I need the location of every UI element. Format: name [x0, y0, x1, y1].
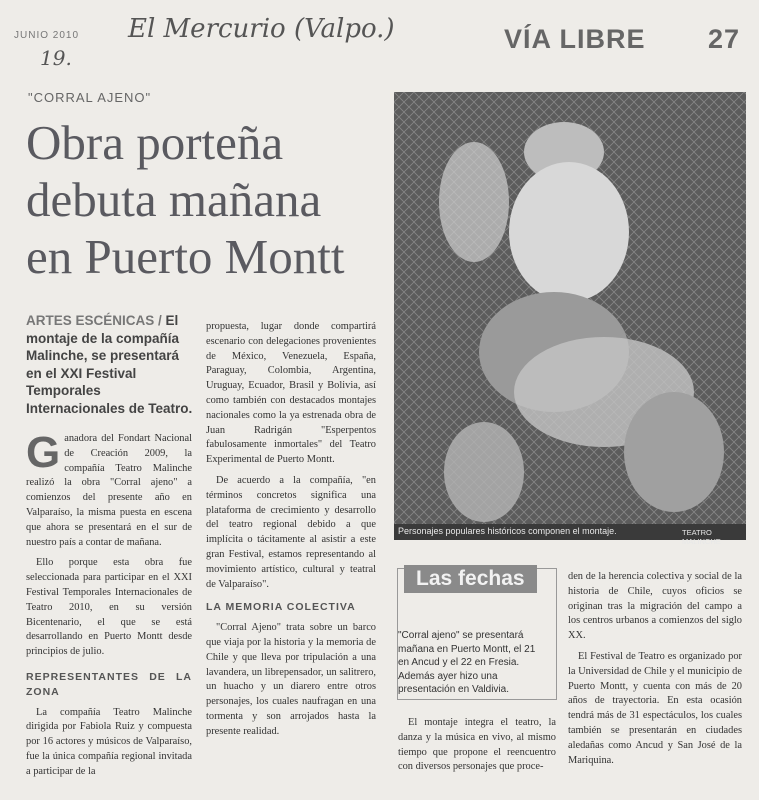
paragraph: La compañía Teatro Malinche dirigida por Fabiola Ruiz y compuesta por 16 actores y músicos de Valparaíso, fue la única compañía regional invitada a participar de la: [26, 706, 192, 777]
date-stamp: JUNIO 2010: [14, 30, 80, 41]
paragraph: anadora del Fondart Nacional de Creación 2009, la compañía Teatro Malinche realizó la obra "Corral ajeno" a comienzos del presente año en Valparaíso, la misma puesta en escena que ahora se presentará en el sur de nuestro país a contar de mañana.: [26, 433, 192, 548]
paragraph: den de la herencia colectiva y social de la historia de Chile, cuyos oficios se originan tras la migración del campo a los centros urbanos a comienzos del siglo XX.: [568, 571, 742, 642]
handwritten-source-note: El Mercurio (Valpo.): [128, 14, 395, 44]
column-2: [206, 320, 376, 746]
column-3: [398, 716, 556, 781]
drop-cap: G: [26, 428, 61, 477]
photo-caption: Personajes populares históricos componen el montaje.: [398, 526, 617, 536]
subheading-representantes: REPRESENTANTES DE LA ZONA: [26, 670, 192, 698]
section-title: VÍA LIBRE: [504, 24, 646, 54]
article-kicker: "CORRAL AJENO": [28, 90, 152, 105]
headline-line: debuta mañana: [26, 172, 322, 227]
paragraph: propuesta, lugar donde compartirá escenario con delegaciones provenientes de México, Venezuela, España, Paraguay, Colombia, Argentina, Uruguay, Ecuador, Brasil y Bolivia, así como también con destacados montajes nacionales como la ya estrenada obra de Juan Radrigán "Esperpentos fabulosamente inmortales" del Teatro Experimental de Puerto Montt.: [206, 321, 376, 466]
subheading-memoria: LA MEMORIA COLECTIVA: [206, 601, 356, 614]
article-lead: [26, 312, 198, 417]
page-number: 27: [708, 24, 741, 54]
headline-line: Obra porteña: [26, 115, 284, 170]
handwritten-day-note: 19.: [40, 46, 72, 70]
headline-line: en Puerto Montt: [26, 229, 345, 284]
column-4: [568, 570, 742, 774]
photo-image: [394, 92, 746, 540]
sidebar-title: Las fechas: [404, 565, 537, 593]
column-1: [26, 428, 192, 786]
paragraph: Ello porque esta obra fue seleccionada para participar en el XXI Festival Temporales Internacionales de Teatro 2010, en su versión Bicentenario, el que se está desarrollando en Puerto Montt desde principios de julio.: [26, 557, 192, 658]
paragraph: De acuerdo a la compañía, "en términos concretos significa una plataforma de crecimiento y desarrollo del teatro regional debido a que implícita o tácitamente al asistir a este gran Festival, estamos representando al movimiento artístico, cultural y teatral de Valparaíso".: [206, 474, 376, 590]
article-photo: [394, 92, 746, 546]
paragraph: "Corral Ajeno" trata sobre un barco que viaja por la historia y la memoria de Chile y que lleva por tripulación a una lavandera, un librepensador, un salitrero, un huacho y un diarero entre otros personajes, los cuales naufragan en una tormenta y son arrojados hasta la presente realidad.: [206, 622, 376, 737]
photo-credit: TEATRO MALINCHE: [682, 528, 721, 546]
article-headline: [26, 114, 386, 285]
paragraph: El montaje integra el teatro, la danza y la música en vivo, al mismo tiempo que propone el reencuentro con diversos personajes que proce-: [398, 717, 556, 773]
paragraph: El Festival de Teatro es organizado por la Universidad de Chile y el municipio de Puerto Montt, y cuenta con más de 20 años de trayectoria. En esta ocasión tendrá más de 31 espectáculos, los cuales también se presentarán en ciudades aledañas como Ancud y San José de la Mariquina.: [568, 650, 742, 766]
lead-tag: ARTES ESCÉNICAS /: [26, 313, 162, 328]
lead-text: El montaje de la compañía Malinche, se presentará en el XXI Festival Temporales Internacionales de Teatro.: [26, 313, 193, 416]
sidebar-text: "Corral ajeno" se presentará mañana en Puerto Montt, el 21 en Ancud y el 22 en Fresia. Además ayer hizo una presentación en Valdivia.: [398, 630, 536, 695]
sidebar-las-fechas: [397, 568, 557, 700]
